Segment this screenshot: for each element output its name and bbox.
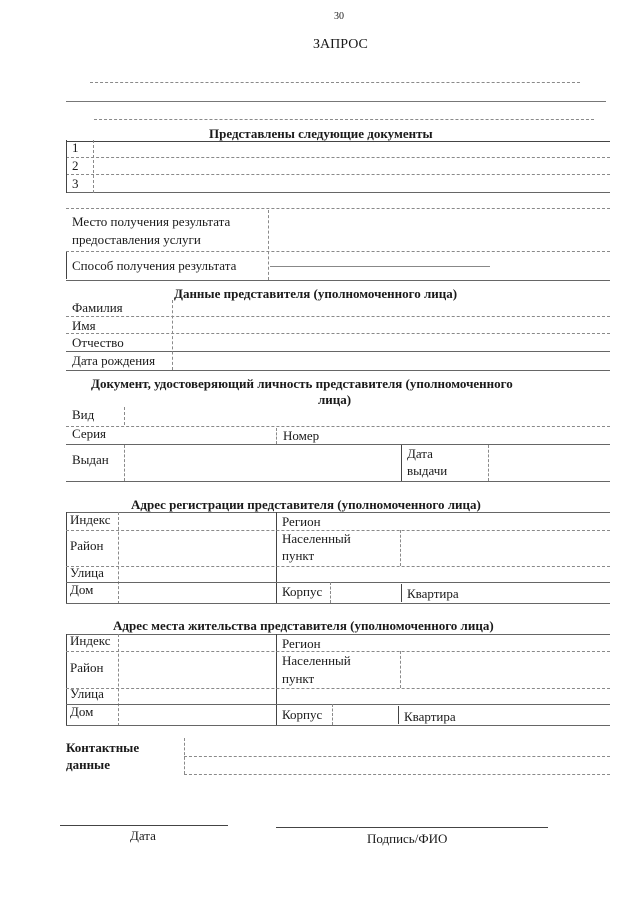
representative-heading: Данные представителя (уполномоченного лица)	[174, 286, 458, 301]
reg-house-field[interactable]	[122, 584, 272, 600]
row-line	[66, 316, 610, 317]
signature-line	[276, 827, 548, 828]
reg-district-label: Район	[70, 538, 104, 553]
row-line	[66, 333, 610, 334]
result-place-label: Место получения результата	[72, 214, 231, 229]
reg-street-field[interactable]	[122, 568, 606, 581]
id-issue-date-field[interactable]	[492, 447, 606, 479]
row-line	[66, 481, 610, 482]
res-label-divider	[118, 634, 119, 726]
id-document-heading: Документ, удостоверяющий личность представителя (уполномоченного	[91, 376, 513, 391]
res-house-field[interactable]	[122, 706, 272, 723]
faint-line	[90, 82, 580, 83]
reg-locality-label: Населенный	[282, 531, 351, 546]
row-line	[66, 370, 610, 371]
res-locality-label-2: пункт	[282, 671, 315, 686]
date-line	[60, 825, 228, 826]
id-number-label: Номер	[283, 428, 320, 443]
contacts-label-2: данные	[66, 757, 110, 772]
row-line	[66, 566, 610, 567]
left-border	[66, 512, 67, 604]
res-building-divider	[332, 704, 333, 725]
row-line	[66, 174, 610, 175]
row-line	[66, 512, 610, 513]
res-house-label: Дом	[70, 704, 94, 719]
row-line	[66, 582, 610, 583]
id-type-field[interactable]	[128, 408, 606, 424]
res-apartment-label: Квартира	[404, 709, 456, 724]
reg-apartment-divider	[401, 584, 402, 602]
page-title: ЗАПРОС	[313, 37, 368, 52]
id-type-divider	[124, 407, 125, 425]
res-locality-field[interactable]	[404, 653, 606, 686]
res-locality-divider	[400, 651, 401, 688]
row-line	[66, 634, 610, 635]
name-label: Имя	[72, 318, 96, 333]
reg-building-divider	[330, 582, 331, 603]
reg-street-label: Улица	[70, 565, 104, 580]
reg-building-field[interactable]	[334, 584, 396, 600]
res-apartment-field[interactable]	[466, 706, 606, 723]
page-number: 30	[334, 11, 344, 22]
row-line	[66, 444, 610, 445]
signature-label: Подпись/ФИО	[367, 831, 448, 846]
row-line	[184, 774, 610, 775]
res-apartment-divider	[398, 706, 399, 724]
faint-line	[66, 208, 610, 209]
contacts-label: Контактные	[66, 740, 140, 755]
result-place-label-2: предоставления услуги	[72, 232, 201, 247]
id-date-divider	[401, 445, 402, 481]
document-3-field[interactable]	[95, 176, 605, 191]
reg-house-label: Дом	[70, 582, 94, 597]
method-line	[270, 266, 490, 267]
documents-heading: Представлены следующие документы	[209, 126, 433, 141]
res-building-label: Корпус	[282, 707, 323, 722]
result-method-label: Способ получения результата	[72, 258, 237, 273]
reg-region-label: Регион	[282, 514, 321, 529]
res-street-label: Улица	[70, 686, 104, 701]
res-locality-label: Населенный	[282, 653, 351, 668]
surname-field[interactable]	[176, 302, 606, 315]
patronymic-label: Отчество	[72, 335, 124, 350]
reg-locality-label-2: пункт	[282, 548, 315, 563]
id-number-divider	[276, 428, 277, 444]
res-district-label: Район	[70, 660, 104, 675]
row-line	[66, 688, 610, 689]
row-line	[66, 651, 610, 652]
birth-date-label: Дата рождения	[72, 353, 156, 368]
document-2-field[interactable]	[95, 159, 605, 173]
name-field[interactable]	[176, 319, 606, 332]
row-line	[66, 426, 610, 427]
reg-apartment-field[interactable]	[468, 584, 606, 600]
left-border	[66, 634, 67, 726]
row-line	[66, 725, 610, 726]
row-line	[66, 251, 610, 252]
id-series-label: Серия	[72, 426, 107, 441]
res-building-field[interactable]	[336, 706, 394, 723]
res-middle-divider	[276, 634, 277, 726]
res-index-field[interactable]	[122, 636, 272, 650]
section-line	[66, 280, 610, 281]
result-divider	[268, 210, 269, 280]
documents-left-border	[66, 140, 67, 193]
left-border	[66, 252, 67, 279]
id-issued-by-label: Выдан	[72, 452, 109, 467]
row-line	[66, 704, 610, 705]
reg-region-field[interactable]	[330, 514, 606, 528]
document-row-number: 1	[72, 140, 79, 155]
id-document-heading-2: лица)	[318, 392, 352, 407]
reg-building-label: Корпус	[282, 584, 323, 599]
id-number-field[interactable]	[330, 428, 606, 442]
blank-line	[66, 101, 606, 102]
date-label: Дата	[130, 828, 156, 843]
res-region-label: Регион	[282, 636, 321, 651]
res-region-field[interactable]	[330, 636, 606, 650]
residence-heading: Адрес места жительства представителя (уполномоченного лица)	[113, 618, 494, 633]
id-issue-date-label: Дата	[407, 446, 433, 461]
documents-number-divider	[93, 140, 94, 193]
reg-label-divider	[118, 512, 119, 604]
row-line	[66, 603, 610, 604]
registration-heading: Адрес регистрации представителя (уполномоченного лица)	[131, 497, 481, 512]
reg-index-label: Индекс	[70, 512, 111, 527]
document-row-number: 2	[72, 158, 79, 173]
id-issued-divider	[124, 445, 125, 481]
id-issue-date-label-2: выдачи	[407, 463, 448, 478]
date-field[interactable]	[60, 808, 228, 824]
signature-field[interactable]	[276, 810, 548, 826]
reg-locality-field[interactable]	[404, 532, 606, 564]
id-date-field-divider	[488, 445, 489, 481]
patronymic-field[interactable]	[176, 336, 606, 349]
id-issued-by-field[interactable]	[128, 447, 398, 479]
surname-label: Фамилия	[72, 300, 123, 315]
reg-apartment-label: Квартира	[407, 586, 459, 601]
row-line	[66, 157, 610, 158]
res-district-field[interactable]	[122, 653, 272, 686]
res-index-label: Индекс	[70, 633, 111, 648]
reg-locality-divider	[400, 530, 401, 566]
row-line	[66, 351, 610, 352]
row-line	[66, 192, 610, 193]
id-series-field[interactable]	[128, 428, 272, 442]
representative-divider	[172, 300, 173, 370]
contacts-field[interactable]	[188, 740, 606, 772]
document-1-field[interactable]	[95, 142, 605, 156]
result-place-field[interactable]	[272, 214, 606, 248]
id-type-label: Вид	[72, 407, 95, 422]
reg-index-field[interactable]	[122, 514, 272, 528]
reg-middle-divider	[276, 512, 277, 604]
res-street-field[interactable]	[122, 690, 606, 703]
reg-district-field[interactable]	[122, 532, 272, 564]
faint-line	[94, 119, 594, 120]
birth-date-field[interactable]	[176, 354, 606, 368]
document-row-number: 3	[72, 176, 79, 191]
